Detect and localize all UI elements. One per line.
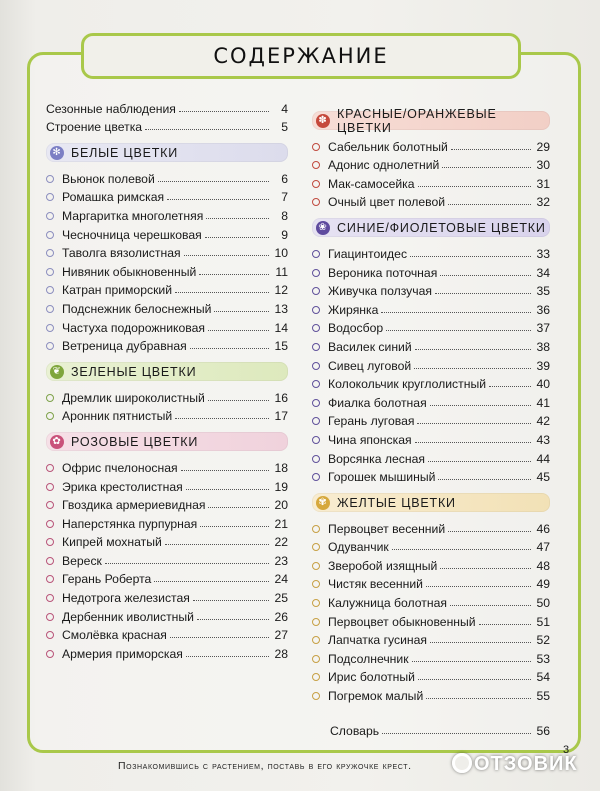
toc-entry: [46, 279, 288, 298]
entry-page: 52: [536, 633, 550, 648]
watermark-logo: [452, 753, 578, 776]
toc-entry: [312, 242, 550, 261]
dot-leader: [145, 129, 269, 130]
entry-name: Чесночница черешковая: [62, 227, 202, 242]
dot-leader: [440, 568, 531, 569]
checkbox-circle-icon[interactable]: [312, 543, 320, 551]
dot-leader: [418, 679, 531, 680]
checkbox-circle-icon[interactable]: [312, 306, 320, 314]
checkbox-circle-icon[interactable]: [46, 594, 54, 602]
otzovik-logo-icon: [452, 753, 472, 773]
dot-leader: [167, 199, 269, 200]
entry-name: Кипрей мохнатый: [62, 535, 162, 550]
entry-name: Сивец луговой: [328, 358, 412, 373]
toc-entry: [312, 373, 550, 392]
checkbox-circle-icon[interactable]: [46, 650, 54, 658]
entry-name: Сезонные наблюдения: [46, 101, 176, 116]
checkbox-circle-icon[interactable]: [312, 380, 320, 388]
checkbox-circle-icon[interactable]: [312, 473, 320, 481]
entry-name: Ирис болотный: [328, 670, 415, 685]
checkbox-circle-icon[interactable]: [46, 520, 54, 528]
entry-page: 20: [274, 498, 288, 513]
dot-leader: [426, 586, 531, 587]
checkbox-circle-icon[interactable]: [312, 250, 320, 258]
dot-leader: [451, 149, 531, 150]
dot-leader: [193, 600, 269, 601]
entry-page: 15: [274, 339, 288, 354]
toc-entry: [312, 154, 550, 173]
section-title: КРАСНЫЕ/ОРАНЖЕВЫЕ ЦВЕТКИ: [337, 106, 497, 135]
entry-name: Первоцвет весенний: [328, 521, 446, 536]
dot-leader: [440, 275, 531, 276]
right-column: [312, 102, 550, 738]
toc-entry: [46, 405, 288, 424]
toc-entry: [46, 475, 288, 494]
entry-name: Сабельник болотный: [328, 139, 448, 154]
checkbox-circle-icon[interactable]: [312, 636, 320, 644]
checkbox-circle-icon[interactable]: [46, 538, 54, 546]
checkbox-circle-icon[interactable]: [46, 501, 54, 509]
entry-name: Ветреница дубравная: [62, 339, 187, 354]
entry-page: 26: [274, 609, 288, 624]
toc-entry: [46, 512, 288, 531]
entry-name: Герань луговая: [328, 414, 415, 429]
entry-name: Нивяник обыкновенный: [62, 264, 197, 279]
entry-name: Колокольчик круглолистный: [328, 377, 487, 392]
entry-name: Чистяк весенний: [328, 577, 423, 592]
entry-page: 12: [274, 283, 288, 298]
toc-entry: [312, 517, 550, 536]
entry-name: Живучка ползучая: [328, 284, 432, 299]
checkbox-circle-icon[interactable]: [46, 613, 54, 621]
toc-entry: [312, 684, 550, 703]
section-title: БЕЛЫЕ ЦВЕТКИ: [71, 145, 179, 160]
entry-name: Очный цвет полевой: [328, 195, 446, 210]
toc-entry: [312, 428, 550, 447]
checkbox-circle-icon[interactable]: [312, 525, 320, 533]
checkbox-circle-icon[interactable]: [312, 399, 320, 407]
entry-name: Фиалка болотная: [328, 395, 427, 410]
page-number: 3: [563, 744, 570, 756]
checkbox-circle-icon[interactable]: [312, 417, 320, 425]
checkbox-circle-icon[interactable]: [46, 483, 54, 491]
toc-entry: [312, 466, 550, 485]
toc-entry: [312, 354, 550, 373]
entry-page: 55: [536, 689, 550, 704]
dot-leader: [184, 255, 269, 256]
dot-leader: [450, 605, 531, 606]
dot-leader: [428, 461, 531, 462]
entry-page: 51: [536, 614, 550, 629]
checkbox-circle-icon[interactable]: [46, 557, 54, 565]
checkbox-circle-icon[interactable]: [46, 394, 54, 402]
entry-page: 37: [536, 321, 550, 336]
dot-leader: [426, 698, 531, 699]
toc-entry: [46, 642, 288, 661]
right-sections: [312, 106, 550, 704]
entry-page: 23: [274, 553, 288, 568]
dot-leader: [448, 204, 531, 205]
toc-entry: [46, 605, 288, 624]
entry-page: 21: [274, 516, 288, 531]
toc-entry: [312, 172, 550, 191]
checkbox-circle-icon[interactable]: [312, 455, 320, 463]
checkbox-circle-icon[interactable]: [312, 198, 320, 206]
dot-leader: [186, 489, 269, 490]
dot-leader: [200, 526, 269, 527]
toc-entry: [312, 317, 550, 336]
checkbox-circle-icon[interactable]: [46, 212, 54, 220]
entry-name: Гиацинтоидес: [328, 246, 408, 261]
entry-name: Армерия приморская: [62, 646, 183, 661]
entry-page: 53: [536, 651, 550, 666]
toc-entry: [46, 316, 288, 335]
toc-entry: [312, 391, 550, 410]
entry-name: Лапчатка гусиная: [328, 633, 427, 648]
checkbox-circle-icon[interactable]: [312, 343, 320, 351]
entry-name: Наперстянка пурпурная: [62, 516, 198, 531]
entry-name: Подсолнечник: [328, 651, 409, 666]
flower-icon: ✽: [316, 114, 330, 128]
toc-entry: [312, 573, 550, 592]
dot-leader: [208, 330, 269, 331]
toc-entry: [312, 610, 550, 629]
entry-page: 6: [281, 171, 288, 186]
checkbox-circle-icon[interactable]: [312, 180, 320, 188]
entry-page: 5: [281, 120, 288, 135]
dot-leader: [386, 330, 531, 331]
checkbox-circle-icon[interactable]: [46, 464, 54, 472]
entry-page: 33: [536, 246, 550, 261]
entry-page: 32: [536, 195, 550, 210]
dot-leader: [199, 274, 269, 275]
checkbox-circle-icon[interactable]: [312, 562, 320, 570]
checkbox-circle-icon[interactable]: [46, 175, 54, 183]
checkbox-circle-icon[interactable]: [312, 599, 320, 607]
entry-name: Мак-самосейка: [328, 176, 415, 191]
entry-page: 14: [274, 320, 288, 335]
checkbox-circle-icon[interactable]: [312, 692, 320, 700]
entry-name: Чина японская: [328, 432, 412, 447]
entry-name: Смолёвка красная: [62, 628, 167, 643]
entry-name: Аронник пятнистый: [62, 409, 173, 424]
entry-name: Ворсянка лесная: [328, 451, 425, 466]
dot-leader: [417, 423, 531, 424]
section-heading-blue: [312, 218, 550, 237]
entry-name: Словарь: [330, 723, 380, 738]
toc-entry: [312, 666, 550, 685]
toc-entry: [46, 242, 288, 261]
entry-name: Дремлик широколистный: [62, 390, 205, 405]
dot-leader: [206, 218, 269, 219]
entry-page: 56: [536, 723, 550, 738]
toc-entry: [312, 298, 550, 317]
entry-page: 11: [275, 264, 288, 279]
entry-page: 17: [274, 409, 288, 424]
checkbox-circle-icon[interactable]: [312, 436, 320, 444]
entry-name: Погремок малый: [328, 689, 424, 704]
checkbox-circle-icon[interactable]: [46, 631, 54, 639]
section-title: СИНИЕ/ФИОЛЕТОВЫЕ ЦВЕТКИ: [337, 220, 546, 235]
entry-page: 28: [274, 646, 288, 661]
entry-name: Ромашка римская: [62, 190, 165, 205]
entry-page: 29: [536, 139, 550, 154]
checkbox-circle-icon[interactable]: [46, 268, 54, 276]
toc-entry: [46, 531, 288, 550]
flower-icon: ✻: [50, 146, 64, 160]
checkbox-circle-icon[interactable]: [312, 673, 320, 681]
toc-entry: [46, 167, 288, 186]
toc-entry: [46, 223, 288, 242]
page-title: СОДЕРЖАНИЕ: [81, 33, 521, 79]
dot-leader: [181, 470, 269, 471]
entry-name: Первоцвет обыкновенный: [328, 614, 476, 629]
toc-entry: [312, 647, 550, 666]
dot-leader: [414, 368, 531, 369]
flower-icon: ✿: [50, 435, 64, 449]
toc-entry: [312, 135, 550, 154]
entry-name: Зверобой изящный: [328, 558, 438, 573]
dot-leader: [105, 563, 269, 564]
toc-entry: [46, 335, 288, 354]
toc-entry: [312, 591, 550, 610]
dot-leader: [214, 311, 269, 312]
dot-leader: [489, 386, 531, 387]
section-heading-red: [312, 106, 550, 135]
checkbox-circle-icon[interactable]: [312, 269, 320, 277]
dot-leader: [165, 544, 269, 545]
entry-page: 24: [274, 572, 288, 587]
dot-leader: [430, 405, 531, 406]
checkbox-circle-icon[interactable]: [46, 412, 54, 420]
entry-name: Горошек мышиный: [328, 470, 436, 485]
dot-leader: [179, 111, 269, 112]
checkbox-circle-icon[interactable]: [46, 305, 54, 313]
toc-entry: [46, 549, 288, 568]
toc-entry: [312, 335, 550, 354]
toc-entry: [46, 586, 288, 605]
dot-leader: [205, 237, 269, 238]
toc-entry: [46, 297, 288, 316]
entry-page: 30: [536, 158, 550, 173]
checkbox-circle-icon[interactable]: [312, 655, 320, 663]
watermark-text: ОТЗОВИК: [474, 753, 578, 775]
entry-name: Недотрога железистая: [62, 591, 190, 606]
entry-name: Герань Роберта: [62, 572, 152, 587]
dot-leader: [418, 186, 531, 187]
entry-page: 47: [536, 540, 550, 555]
entry-page: 38: [536, 339, 550, 354]
left-column: [46, 97, 288, 661]
section-heading-green: [46, 362, 288, 381]
entry-name: Эрика крестолистная: [62, 479, 183, 494]
checkbox-circle-icon[interactable]: [46, 193, 54, 201]
entry-name: Вьюнок полевой: [62, 171, 155, 186]
entry-name: Подснежник белоснежный: [62, 301, 212, 316]
checkbox-circle-icon[interactable]: [312, 143, 320, 151]
toc-entry: [312, 447, 550, 466]
entry-name: Катран приморский: [62, 283, 173, 298]
entry-page: 48: [536, 558, 550, 573]
dot-leader: [430, 642, 531, 643]
dot-leader: [392, 549, 531, 550]
entry-name: Адонис однолетний: [328, 158, 440, 173]
dot-leader: [208, 507, 269, 508]
checkbox-circle-icon[interactable]: [312, 618, 320, 626]
dot-leader: [412, 661, 531, 662]
left-sections: [46, 143, 288, 661]
entry-name: Вереск: [62, 553, 102, 568]
entry-page: 39: [536, 358, 550, 373]
dot-leader: [410, 256, 531, 257]
entry-page: 19: [274, 479, 288, 494]
toc-entry: [46, 624, 288, 643]
glossary-entry: [312, 719, 550, 738]
entry-page: 18: [274, 460, 288, 475]
dot-leader: [197, 619, 269, 620]
checkbox-circle-icon[interactable]: [46, 249, 54, 257]
entry-page: 46: [536, 521, 550, 536]
entry-page: 31: [536, 176, 550, 191]
toc-entry: [312, 554, 550, 573]
dot-leader: [438, 479, 531, 480]
entry-name: Калужница болотная: [328, 596, 447, 611]
entry-page: 43: [536, 432, 550, 447]
entry-page: 34: [536, 265, 550, 280]
entry-page: 25: [274, 591, 288, 606]
dot-leader: [186, 656, 269, 657]
dot-leader: [415, 349, 531, 350]
entry-name: Водосбор: [328, 321, 384, 336]
toc-entry: [46, 456, 288, 475]
entry-page: 8: [281, 208, 288, 223]
entry-page: 40: [536, 377, 550, 392]
toc-entry: [312, 629, 550, 648]
dot-leader: [175, 292, 269, 293]
dot-leader: [415, 442, 531, 443]
section-heading-yellow: [312, 493, 550, 512]
entry-name: Строение цветка: [46, 120, 143, 135]
section-title: РОЗОВЫЕ ЦВЕТКИ: [71, 434, 199, 449]
checkbox-circle-icon[interactable]: [46, 324, 54, 332]
entry-page: 7: [281, 190, 288, 205]
dot-leader: [381, 312, 531, 313]
dot-leader: [448, 531, 531, 532]
entry-page: 42: [536, 414, 550, 429]
entry-name: Одуванчик: [328, 540, 389, 555]
dot-leader: [158, 181, 269, 182]
checkbox-circle-icon[interactable]: [312, 287, 320, 295]
entry-name: Василек синий: [328, 339, 412, 354]
entry-name: Гвоздика армериевидная: [62, 498, 206, 513]
entry-page: 9: [281, 227, 288, 242]
entry-name: Жирянка: [328, 302, 379, 317]
entry-page: 27: [274, 628, 288, 643]
toc-entry: [312, 191, 550, 210]
toc-entry: [46, 204, 288, 223]
section-heading-white: [46, 143, 288, 162]
dot-leader: [442, 167, 531, 168]
entry-page: 49: [536, 577, 550, 592]
toc-entry: [312, 261, 550, 280]
toc-entry: [312, 280, 550, 299]
entry-name: Таволга вязолистная: [62, 246, 181, 261]
footer-instruction: Познакомившись с растением, поставь в его кружочке крест.: [118, 760, 412, 772]
checkbox-circle-icon[interactable]: [46, 342, 54, 350]
entry-page: 10: [274, 246, 288, 261]
toc-entry: [312, 536, 550, 555]
checkbox-circle-icon[interactable]: [312, 161, 320, 169]
toc-entry: [46, 260, 288, 279]
entry-page: 36: [536, 302, 550, 317]
checkbox-circle-icon[interactable]: [46, 231, 54, 239]
toc-entry: [46, 116, 288, 135]
checkbox-circle-icon[interactable]: [46, 575, 54, 583]
entry-name: Маргаритка многолетняя: [62, 208, 204, 223]
intro-list: [46, 97, 288, 134]
entry-name: Частуха подорожниковая: [62, 320, 206, 335]
entry-page: 16: [274, 390, 288, 405]
entry-page: 44: [536, 451, 550, 466]
checkbox-circle-icon[interactable]: [312, 580, 320, 588]
flower-icon: ❀: [316, 221, 330, 235]
dot-leader: [479, 624, 531, 625]
entry-page: 22: [274, 535, 288, 550]
section-title: ЖЕЛТЫЕ ЦВЕТКИ: [337, 495, 456, 510]
section-heading-pink: [46, 432, 288, 451]
dot-leader: [175, 418, 269, 419]
toc-entry: [46, 386, 288, 405]
toc-entry: [312, 410, 550, 429]
flower-icon: ❦: [50, 365, 64, 379]
toc-entry: [46, 97, 288, 116]
entry-page: 4: [281, 101, 288, 116]
dot-leader: [435, 293, 531, 294]
entry-page: 41: [536, 395, 550, 410]
dot-leader: [170, 637, 269, 638]
entry-page: 35: [536, 284, 550, 299]
toc-entry: [46, 568, 288, 587]
dot-leader: [208, 400, 269, 401]
entry-name: Дербенник иволистный: [62, 609, 194, 624]
toc-entry: [46, 494, 288, 513]
entry-page: 13: [274, 301, 288, 316]
dot-leader: [382, 733, 531, 734]
dot-leader: [154, 581, 269, 582]
checkbox-circle-icon[interactable]: [46, 286, 54, 294]
entry-page: 50: [536, 596, 550, 611]
checkbox-circle-icon[interactable]: [312, 324, 320, 332]
entry-page: 54: [536, 670, 550, 685]
entry-name: Вероника поточная: [328, 265, 438, 280]
entry-name: Офрис пчелоносная: [62, 460, 178, 475]
flower-icon: ✾: [316, 496, 330, 510]
section-title: ЗЕЛЕНЫЕ ЦВЕТКИ: [71, 364, 197, 379]
checkbox-circle-icon[interactable]: [312, 362, 320, 370]
toc-entry: [46, 186, 288, 205]
entry-page: 45: [536, 470, 550, 485]
dot-leader: [190, 348, 269, 349]
